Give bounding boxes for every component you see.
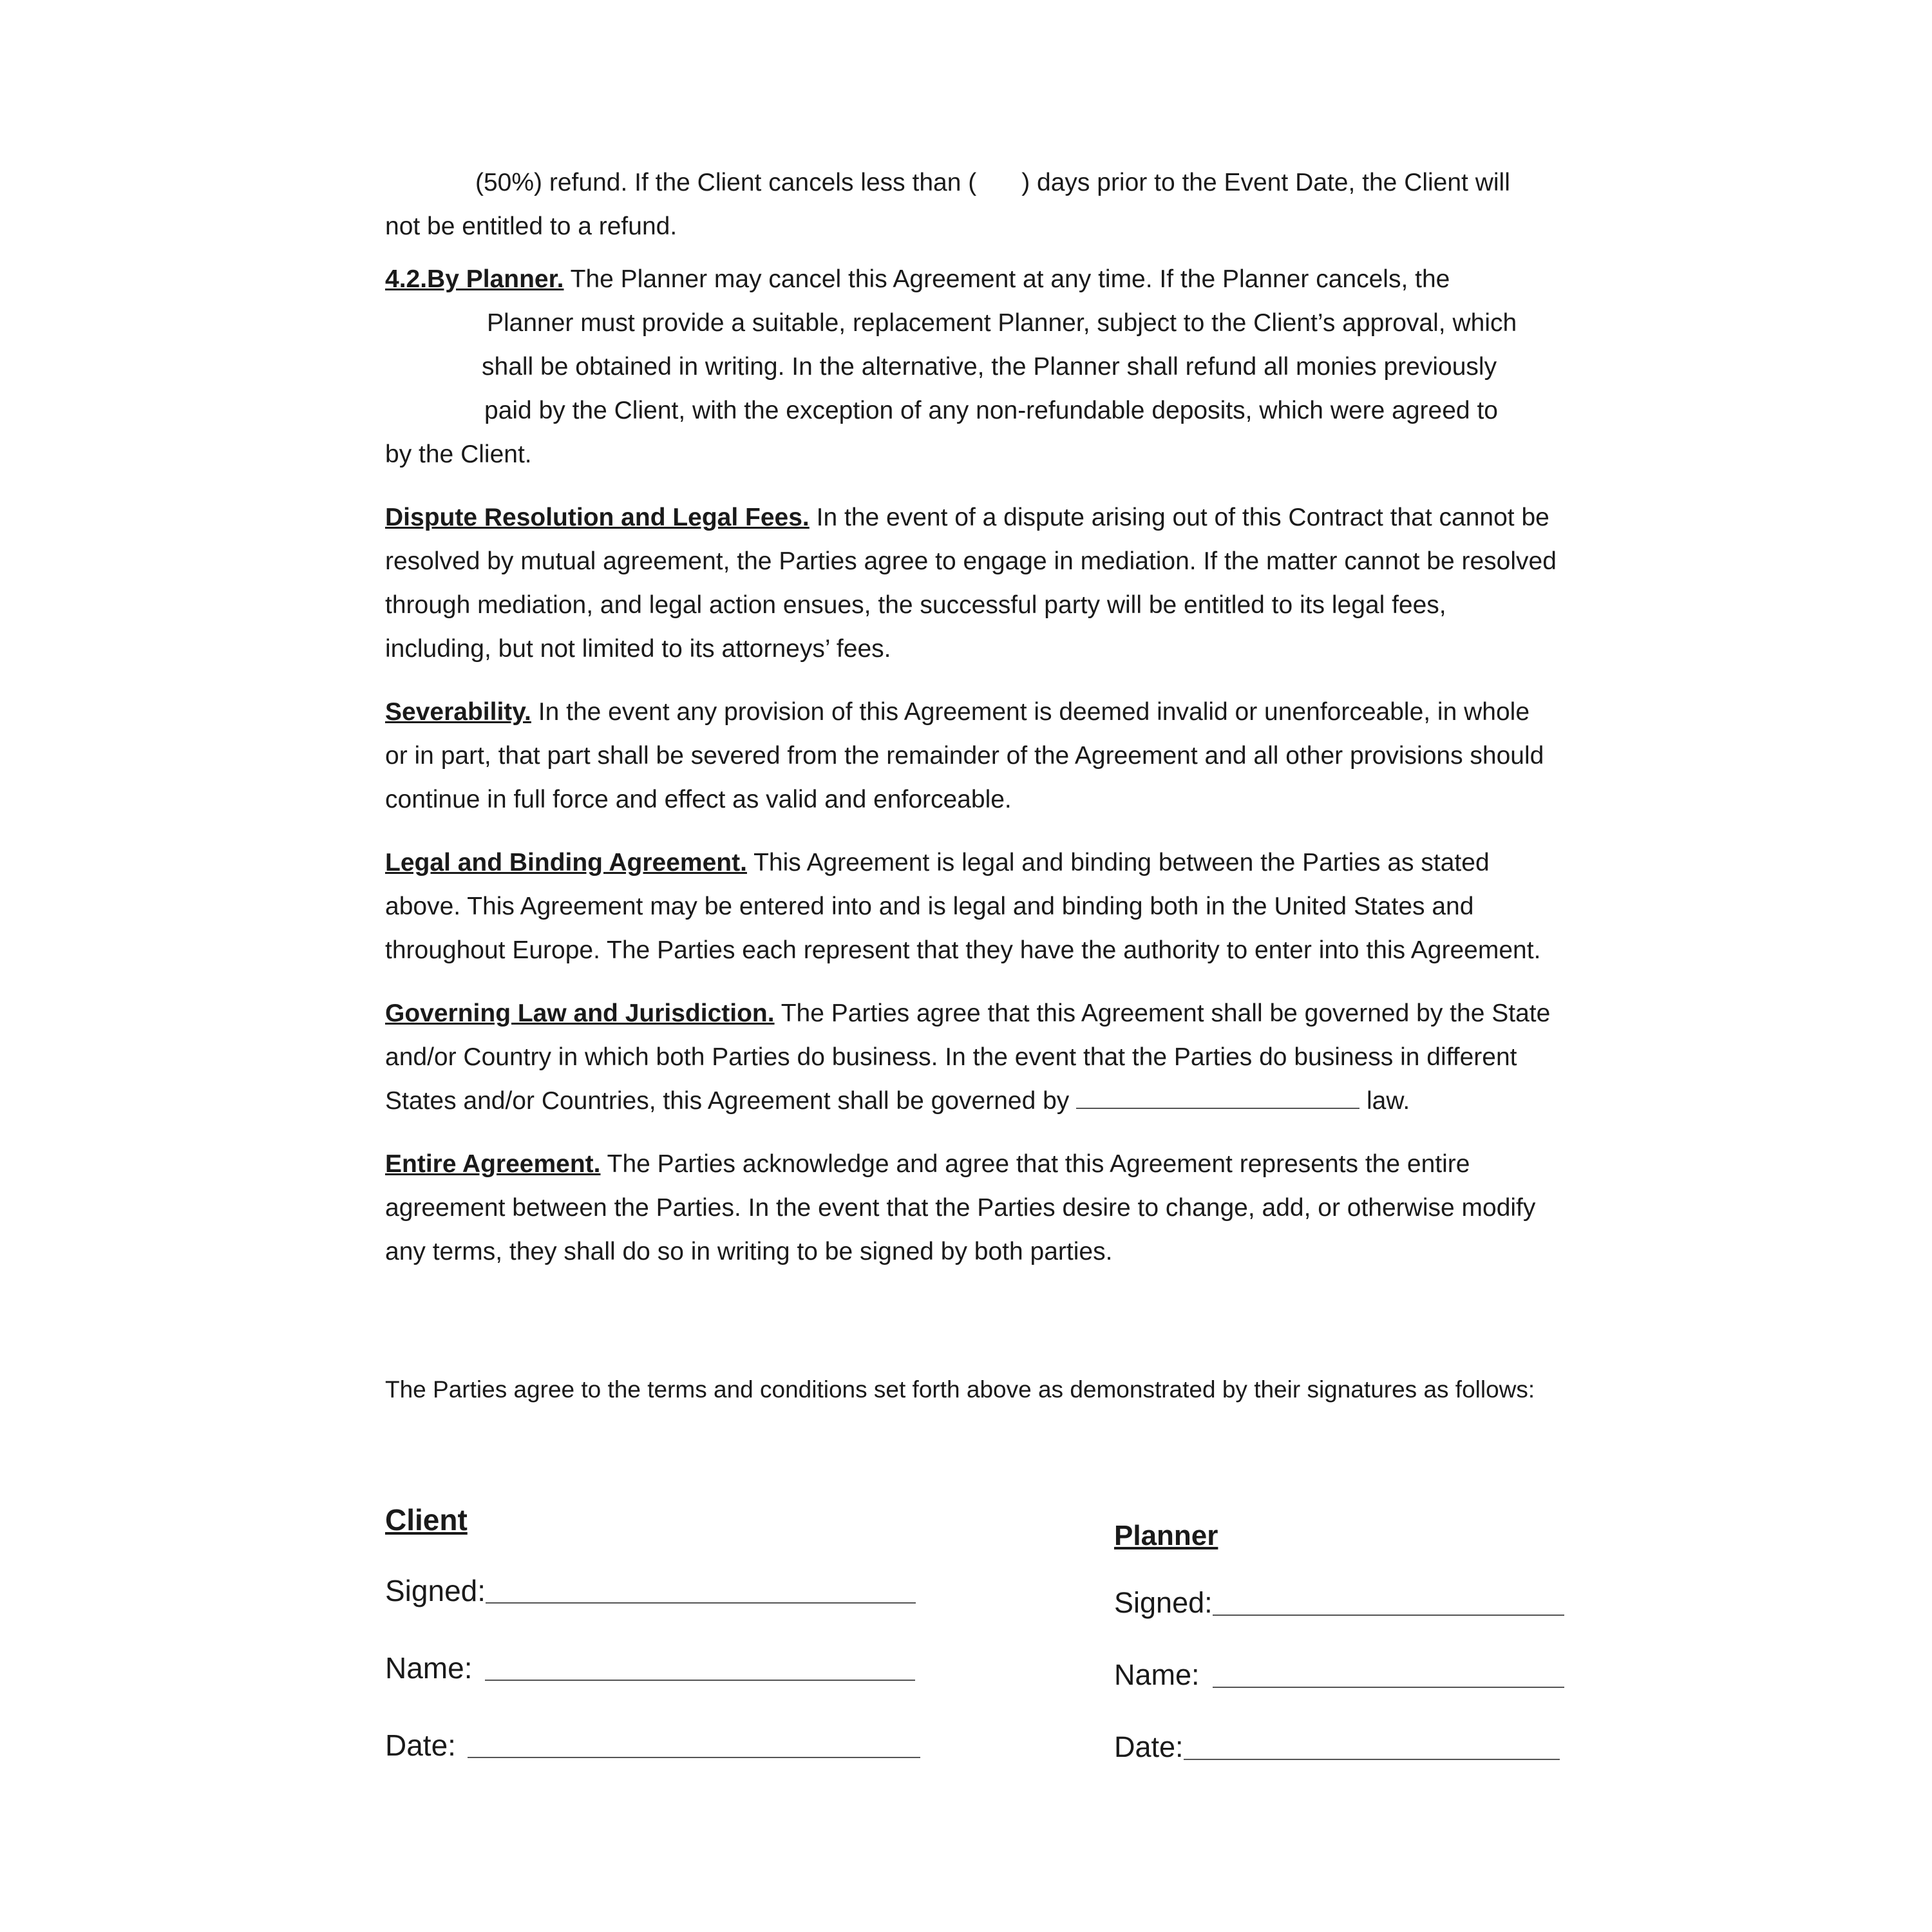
client-name-row [385, 1649, 926, 1687]
governing-law-blank[interactable] [1076, 1088, 1359, 1109]
client-name-line[interactable] [485, 1654, 915, 1681]
by-planner-line5: by the Client. [385, 440, 532, 468]
planner-name-label: Name: [1114, 1658, 1200, 1691]
client-date-row [385, 1726, 926, 1765]
planner-signature-block [1114, 1517, 1578, 1800]
severability-paragraph [385, 690, 1557, 822]
client-signed-row [385, 1571, 926, 1610]
planner-signed-row [1114, 1584, 1578, 1622]
legal-binding-body: This Agreement is legal and binding between the Parties as stated above. This Agreement may be entered into and is legal and binding both in the United States and throughout Europe. The Parties each represent that they have the authority to enter into this Agreement. [385, 849, 1541, 964]
planner-date-row [1114, 1728, 1578, 1766]
legal-binding-heading: Legal and Binding Agreement. [385, 849, 747, 876]
entire-agreement-body: The Parties acknowledge and agree that this Agreement represents the entire agreement between the Parties. In the event that the Parties desire to change, add, or otherwise modify any terms, they shall do so in writing to be signed by both parties. [385, 1150, 1536, 1265]
by-planner-line3: shall be obtained in writing. In the alternative, the Planner shall refund all monies previously [482, 353, 1497, 381]
client-signed-label: Signed: [385, 1574, 486, 1607]
by-planner-heading: 4.2.By Planner. [385, 265, 564, 293]
client-date-line[interactable] [468, 1731, 920, 1758]
planner-date-line[interactable] [1184, 1733, 1560, 1760]
planner-name-line[interactable] [1213, 1661, 1564, 1688]
planner-signed-line[interactable] [1213, 1589, 1564, 1616]
client-date-label: Date: [385, 1728, 456, 1762]
entire-agreement-heading: Entire Agreement. [385, 1150, 601, 1178]
dispute-body: In the event of a dispute arising out of this Contract that cannot be resolved by mutual agreement, the Parties agree to engage in mediation. If the matter cannot be resolved through mediation, and legal action ensues, the successful party will be entitled to its legal fees, including, but not limited to its attorneys’ fees. [385, 504, 1557, 663]
planner-name-row [1114, 1656, 1578, 1694]
cancel-line1-part1: (50%) refund. If the Client cancels less than ( [475, 169, 977, 196]
dispute-paragraph [385, 496, 1557, 671]
planner-title: Planner [1114, 1520, 1218, 1551]
entire-agreement-paragraph [385, 1142, 1557, 1274]
cancel-line1-part2: ) days prior to the Event Date, the Client will [1021, 169, 1510, 196]
severability-body: In the event any provision of this Agreement is deemed invalid or unenforceable, in whole or in part, that part shall be severed from the remainder of the Agreement and all other provisions should continue in full force and effect as valid and enforceable. [385, 698, 1544, 813]
governing-law-tail: law. [1366, 1087, 1410, 1115]
by-planner-line2: Planner must provide a suitable, replacement Planner, subject to the Client’s approval, which [487, 309, 1517, 337]
by-planner-paragraph [385, 258, 1557, 477]
contract-page [385, 161, 1557, 1409]
planner-date-label: Date: [1114, 1730, 1184, 1763]
client-title: Client [385, 1503, 468, 1537]
severability-heading: Severability. [385, 698, 531, 726]
client-signed-line[interactable] [486, 1577, 916, 1604]
legal-binding-paragraph [385, 841, 1557, 972]
dispute-heading: Dispute Resolution and Legal Fees. [385, 504, 810, 531]
governing-law-paragraph [385, 992, 1557, 1123]
governing-law-body: The Parties agree that this Agreement shall be governed by the State and/or Country in which both Parties do business. In the event that the Parties do business in different States and/or Countries, this Agreement shall be governed by [385, 999, 1551, 1115]
cancel-line2: not be entitled to a refund. [385, 213, 677, 240]
by-planner-line1: The Planner may cancel this Agreement at any time. If the Planner cancels, the [570, 265, 1450, 293]
cancel-client-paragraph [385, 161, 1557, 249]
planner-signed-label: Signed: [1114, 1586, 1213, 1619]
client-signature-block [385, 1501, 926, 1803]
client-name-label: Name: [385, 1651, 473, 1685]
governing-law-heading: Governing Law and Jurisdiction. [385, 999, 775, 1027]
closing-statement: The Parties agree to the terms and conditions set forth above as demonstrated by their signatures as follows: [385, 1376, 1535, 1403]
by-planner-line4: paid by the Client, with the exception of any non-refundable deposits, which were agreed to [484, 397, 1498, 424]
